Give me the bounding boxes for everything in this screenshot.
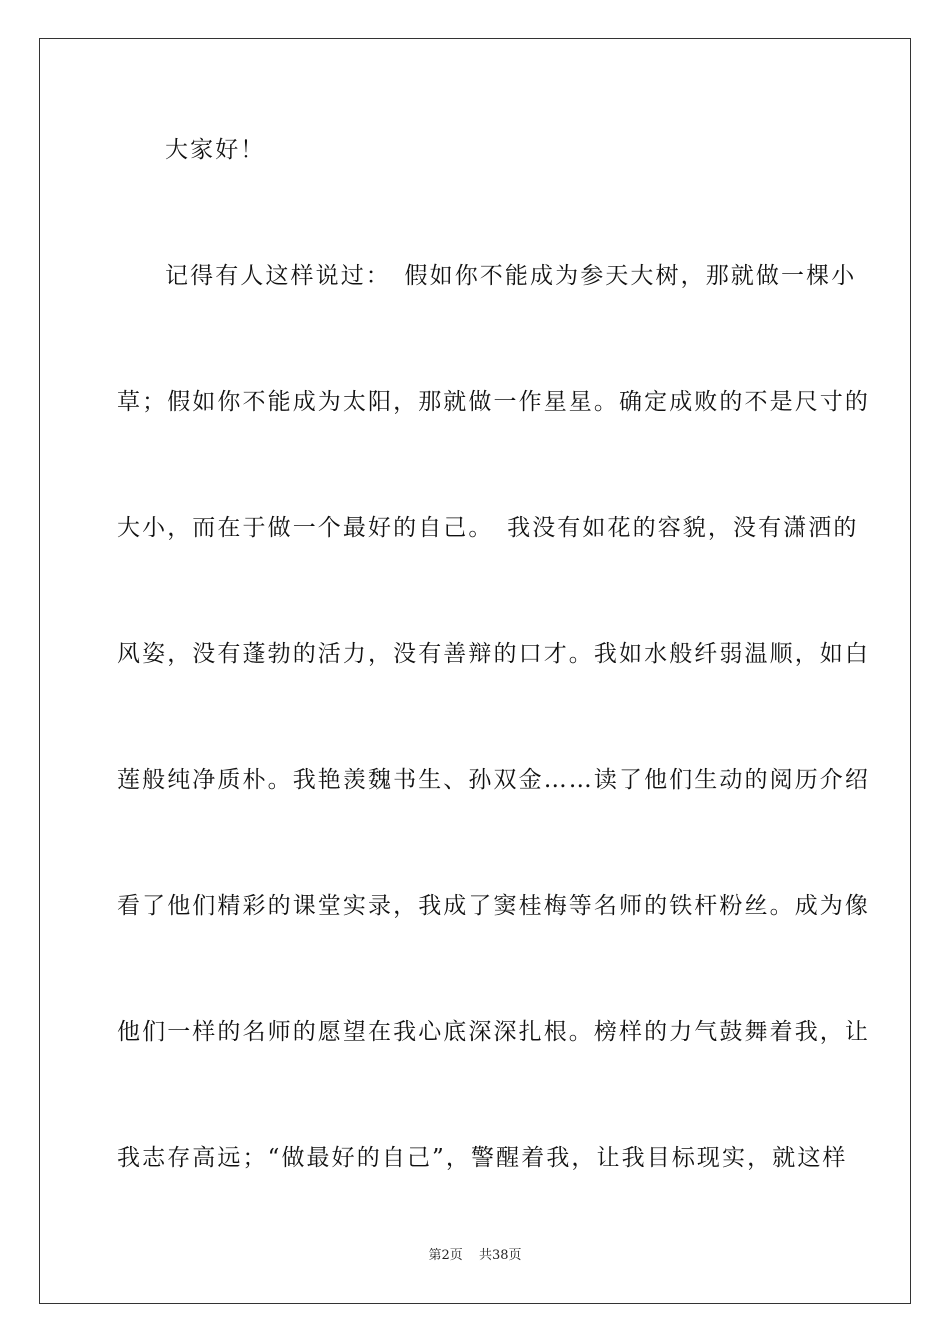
body-line: 草；假如你不能成为太阳，那就做一作星星。确定成败的不是尺寸的 (117, 389, 870, 415)
body-line: 莲般纯净质朴。我艳羡魏书生、孙双金……读了他们生动的阅历介绍 (117, 767, 870, 793)
greeting-line: 大家好！ (165, 137, 266, 163)
page-number: 第2页 (428, 1248, 463, 1263)
body-line: 他们一样的名师的愿望在我心底深深扎根。榜样的力气鼓舞着我，让 (117, 1019, 870, 1045)
body-line: 风姿，没有蓬勃的活力，没有善辩的口才。我如水般纤弱温顺，如白 (117, 641, 870, 667)
page-total: 共38页 (478, 1248, 522, 1263)
body-line: 我志存高远；“做最好的自己”，警醒着我，让我目标现实，就这样 (117, 1145, 848, 1171)
body-line: 记得有人这样说过： 假如你不能成为参天大树，那就做一棵小 (165, 263, 857, 289)
page-footer (0, 1244, 950, 1263)
document-body (117, 120, 870, 1254)
body-line: 看了他们精彩的课堂实录，我成了窦桂梅等名师的铁杆粉丝。成为像 (117, 893, 870, 919)
body-line: 大小，而在于做一个最好的自己。 我没有如花的容貌，没有潇洒的 (117, 515, 859, 541)
